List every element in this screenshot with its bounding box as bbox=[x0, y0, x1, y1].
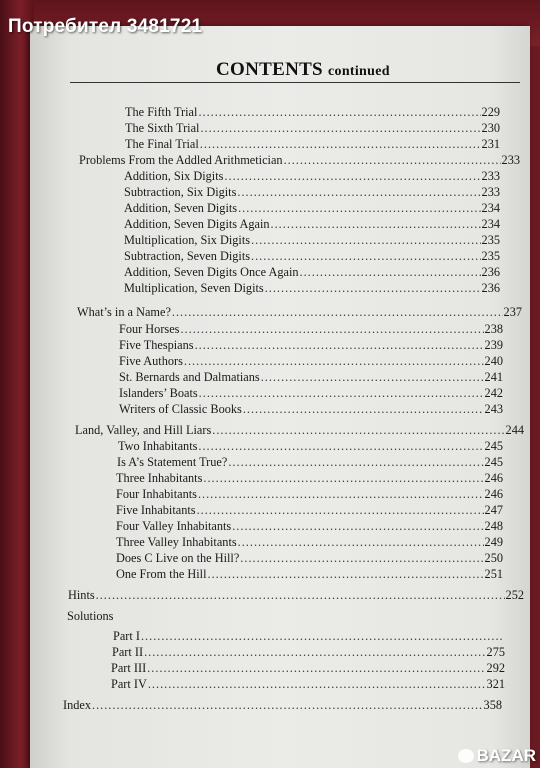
toc-entry-title: What’s in a Name? bbox=[77, 305, 171, 319]
toc-entry bbox=[125, 120, 500, 136]
toc-leader-dots bbox=[224, 168, 480, 184]
toc-entry-page: 239 bbox=[484, 338, 503, 352]
toc-leader-dots bbox=[147, 660, 485, 676]
toc-entry-page: 245 bbox=[484, 439, 503, 453]
toc-leader-dots bbox=[265, 280, 481, 296]
toc-leader-dots bbox=[96, 587, 505, 603]
toc-entry-page: 251 bbox=[484, 567, 503, 581]
toc-entry bbox=[117, 454, 503, 470]
toc-entry-page: 243 bbox=[484, 402, 503, 416]
toc-entry bbox=[68, 587, 524, 603]
toc-entry bbox=[119, 353, 503, 369]
bazar-logo bbox=[458, 746, 537, 766]
toc-entry bbox=[116, 550, 503, 566]
toc-entry-page: 238 bbox=[484, 322, 503, 336]
toc-leader-dots bbox=[199, 385, 484, 401]
toc-entry-title: The Fifth Trial bbox=[125, 105, 198, 119]
toc-entry bbox=[124, 248, 500, 264]
toc-entry-page: 358 bbox=[483, 698, 502, 712]
toc-entry-page: 244 bbox=[505, 423, 524, 437]
toc-entry-title: St. Bernards and Dalmatians bbox=[119, 370, 260, 384]
toc-entry-title: Five Inhabitants bbox=[116, 503, 196, 517]
toc-entry-page: 246 bbox=[484, 471, 503, 485]
toc-entry bbox=[124, 232, 500, 248]
toc-entry-page: 321 bbox=[486, 677, 505, 691]
toc-entry-title: Islanders’ Boats bbox=[119, 386, 198, 400]
toc-entry-title: Four Inhabitants bbox=[116, 487, 197, 501]
toc-entry-title: Addition, Seven Digits bbox=[124, 201, 238, 215]
toc-entry-page: 233 bbox=[481, 185, 500, 199]
toc-entry-title: Three Inhabitants bbox=[116, 471, 203, 485]
toc-entry bbox=[111, 660, 505, 676]
toc-entry-title: Addition, Seven Digits Once Again bbox=[124, 265, 299, 279]
background-left bbox=[0, 0, 34, 768]
bazar-logo-text: BAZAR bbox=[476, 746, 536, 765]
toc-entry bbox=[116, 486, 503, 502]
toc-entry-page: 248 bbox=[484, 519, 503, 533]
toc-leader-dots bbox=[228, 454, 483, 470]
toc-entry-title: Part III bbox=[111, 661, 147, 675]
toc-leader-dots bbox=[238, 200, 480, 216]
toc-entry-title: Solutions bbox=[67, 609, 114, 623]
toc-entry bbox=[116, 566, 503, 582]
toc-leader-dots bbox=[251, 232, 480, 248]
toc-entry bbox=[124, 280, 500, 296]
toc-leader-dots bbox=[144, 644, 485, 660]
toc-entry-title: Five Authors bbox=[119, 354, 183, 368]
toc-entry bbox=[124, 200, 500, 216]
toc-entry-page: 233 bbox=[501, 153, 520, 167]
toc-entry-page: 235 bbox=[481, 233, 500, 247]
toc-entry-title: Part II bbox=[112, 645, 144, 659]
toc-leader-dots bbox=[232, 518, 483, 534]
toc-entry bbox=[116, 502, 503, 518]
toc-entry-title: Does C Live on the Hill? bbox=[116, 551, 240, 565]
toc-entry bbox=[111, 676, 505, 692]
user-watermark: Потребител 3481721 bbox=[8, 16, 203, 37]
page-heading bbox=[216, 59, 390, 81]
toc-entry-title: The Final Trial bbox=[125, 137, 199, 151]
heading-main: CONTENTS bbox=[216, 59, 323, 80]
toc-leader-dots bbox=[200, 120, 480, 136]
toc-entry bbox=[119, 337, 503, 353]
toc-entry-title: Three Valley Inhabitants bbox=[116, 535, 237, 549]
toc-entry-title: Multiplication, Seven Digits bbox=[124, 281, 264, 295]
toc-leader-dots bbox=[261, 369, 484, 385]
toc-entry-title: Land, Valley, and Hill Liars bbox=[75, 423, 212, 437]
toc-leader-dots bbox=[141, 628, 504, 644]
toc-leader-dots bbox=[237, 184, 480, 200]
toc-leader-dots bbox=[203, 470, 483, 486]
toc-entry-title: Multiplication, Six Digits bbox=[124, 233, 251, 247]
toc-leader-dots bbox=[180, 321, 483, 337]
toc-entry-title: Addition, Six Digits bbox=[124, 169, 224, 183]
toc-entry-title: Subtraction, Seven Digits bbox=[124, 249, 251, 263]
toc-entry bbox=[116, 518, 503, 534]
toc-entry-title: Two Inhabitants bbox=[118, 439, 198, 453]
toc-entry bbox=[124, 264, 500, 280]
toc-entry-page: 234 bbox=[481, 217, 500, 231]
toc-entry-title: Hints bbox=[68, 588, 95, 602]
toc-entry-title: Part I bbox=[113, 629, 140, 643]
toc-entry-page: 235 bbox=[481, 249, 500, 263]
toc-entry bbox=[119, 401, 503, 417]
toc-entry-page: 240 bbox=[484, 354, 503, 368]
toc-entry-page: 242 bbox=[484, 386, 503, 400]
toc-entry-title: Is A’s Statement True? bbox=[117, 455, 228, 469]
toc-leader-dots bbox=[300, 264, 481, 280]
toc-entry-page: 233 bbox=[481, 169, 500, 183]
toc-entry-title: Four Horses bbox=[119, 322, 180, 336]
toc-entry bbox=[124, 184, 500, 200]
toc-entry bbox=[125, 136, 500, 152]
toc-entry-page: 236 bbox=[481, 265, 500, 279]
toc-leader-dots bbox=[243, 401, 484, 417]
toc-entry bbox=[119, 321, 503, 337]
toc-entry bbox=[67, 608, 140, 624]
toc-entry-page: 250 bbox=[484, 551, 503, 565]
toc-entry bbox=[113, 628, 505, 644]
toc-entry-page: 234 bbox=[481, 201, 500, 215]
toc-entry-page: 237 bbox=[503, 305, 522, 319]
toc-entry-title: The Sixth Trial bbox=[125, 121, 200, 135]
toc-leader-dots bbox=[212, 422, 504, 438]
toc-leader-dots bbox=[238, 534, 484, 550]
toc-entry bbox=[79, 152, 520, 168]
bubble-icon bbox=[458, 749, 474, 763]
toc-entry bbox=[77, 304, 522, 320]
toc-leader-dots bbox=[92, 697, 483, 713]
toc-leader-dots bbox=[208, 566, 484, 582]
toc-entry-page: 231 bbox=[481, 137, 500, 151]
toc-entry-page: 229 bbox=[481, 105, 500, 119]
toc-entry bbox=[63, 697, 502, 713]
toc-entry-page: 230 bbox=[481, 121, 500, 135]
toc-entry-title: Index bbox=[63, 698, 91, 712]
toc-leader-dots bbox=[184, 353, 484, 369]
toc-entry bbox=[116, 534, 503, 550]
toc-entry-page: 252 bbox=[505, 588, 524, 602]
toc-entry-title: Four Valley Inhabitants bbox=[116, 519, 232, 533]
toc-entry-title: One From the Hill bbox=[116, 567, 207, 581]
toc-entry bbox=[125, 104, 500, 120]
toc-leader-dots bbox=[197, 502, 484, 518]
toc-leader-dots bbox=[195, 337, 484, 353]
toc-entry-page: 247 bbox=[484, 503, 503, 517]
toc-entry-page: 241 bbox=[484, 370, 503, 384]
toc-entry-page: 236 bbox=[481, 281, 500, 295]
toc-leader-dots bbox=[198, 104, 480, 120]
toc-leader-dots bbox=[284, 152, 501, 168]
toc-leader-dots bbox=[200, 136, 481, 152]
toc-leader-dots bbox=[251, 248, 481, 264]
heading-sub: continued bbox=[328, 64, 390, 79]
toc-entry-title: Addition, Seven Digits Again bbox=[124, 217, 270, 231]
toc-entry-page: 246 bbox=[484, 487, 503, 501]
toc-leader-dots bbox=[240, 550, 483, 566]
toc-leader-dots bbox=[198, 486, 484, 502]
toc-entry-title: Problems From the Addled Arithmetician bbox=[79, 153, 283, 167]
toc-leader-dots bbox=[172, 304, 503, 320]
toc-entry bbox=[119, 369, 503, 385]
toc-entry-page: 249 bbox=[484, 535, 503, 549]
toc-entry bbox=[119, 385, 503, 401]
toc-entry-page: 245 bbox=[484, 455, 503, 469]
toc-entry bbox=[124, 216, 500, 232]
toc-entry bbox=[124, 168, 500, 184]
toc-leader-dots bbox=[198, 438, 483, 454]
toc-entry-page: 292 bbox=[486, 661, 505, 675]
toc-entry bbox=[118, 438, 503, 454]
toc-entry-title: Part IV bbox=[111, 677, 147, 691]
heading-rule bbox=[70, 82, 520, 83]
toc-leader-dots bbox=[148, 676, 486, 692]
toc-entry-title: Subtraction, Six Digits bbox=[124, 185, 237, 199]
toc-entry-page: 275 bbox=[486, 645, 505, 659]
toc-entry bbox=[116, 470, 503, 486]
toc-entry bbox=[112, 644, 505, 660]
toc-entry-title: Writers of Classic Books bbox=[119, 402, 242, 416]
toc-leader-dots bbox=[271, 216, 481, 232]
toc-entry-title: Five Thespians bbox=[119, 338, 194, 352]
toc-entry bbox=[75, 422, 524, 438]
